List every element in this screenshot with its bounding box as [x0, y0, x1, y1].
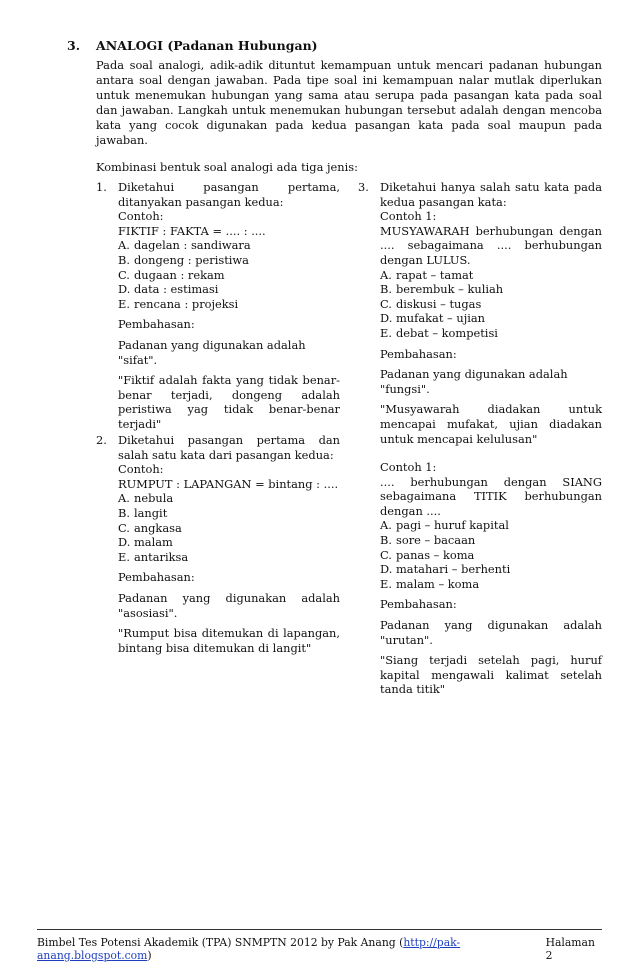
option-row: E. debat – kompetisi [380, 325, 498, 340]
option-row: C. angkasa [118, 520, 182, 535]
pembahasan-label: Pembahasan: [118, 570, 195, 585]
option-row: C. dugaan : rekam [118, 267, 225, 282]
item-3-contoh-label: Contoh 1: [380, 460, 437, 474]
pembahasan-text: Padanan yang digunakan adalah "asosiasi". [118, 590, 340, 620]
option-row: A. dagelan : sandiwara [118, 238, 251, 253]
item-3 [358, 180, 602, 446]
option-row: C. diskusi – tugas [380, 296, 482, 311]
page-number: Halaman 2 [545, 936, 595, 962]
option-row: B. sore – bacaan [380, 532, 476, 547]
item-1-question: FIKTIF : FAKTA = .... : .... [118, 223, 266, 238]
kombinasi-heading: Kombinasi bentuk soal analogi ada tiga jenis: [96, 160, 358, 174]
option-row: D. mufakat – ujian [380, 311, 485, 326]
item-2-question: RUMPUT : LAPANGAN = bintang : .... [118, 476, 339, 491]
option-row: A. rapat – tamat [380, 267, 474, 282]
pembahasan-quote: "Musyawarah diadakan untuk mencapai mufakat, ujian diadakan untuk mencapai kelulusan" [380, 402, 602, 446]
item-1-contoh-label: Contoh: [118, 209, 164, 224]
blog-link[interactable]: http://pak-anang.blogspot.com [37, 936, 461, 962]
option-row: D. matahari – berhenti [380, 562, 511, 577]
item-2-number: 2. [96, 433, 107, 447]
option-row: B. berembuk – kuliah [380, 282, 504, 297]
pembahasan-label: Pembahasan: [118, 317, 195, 332]
item-3-contoh-label: Contoh 1: [380, 209, 437, 224]
item-3-example-2 [358, 460, 602, 697]
pembahasan-quote: "Siang terjadi setelah pagi, huruf kapital mengawali kalimat setelah tanda titik" [380, 653, 602, 697]
pembahasan-label: Pembahasan: [380, 597, 457, 612]
pembahasan-quote: "Rumput bisa ditemukan di lapangan, bintang bisa ditemukan di langit" [118, 626, 340, 655]
item-3-number: 3. [358, 180, 369, 194]
pembahasan-text: Padanan yang digunakan adalah "sifat". [118, 337, 306, 367]
item-2-description: Diketahui pasangan pertama dan salah satu kata dari pasangan kedua: [118, 433, 340, 462]
option-row: D. data : estimasi [118, 282, 219, 297]
pembahasan-text: Padanan yang digunakan adalah "fungsi". [380, 367, 568, 396]
page-footer [37, 936, 602, 962]
footer-credit: Bimbel Tes Potensi Akademik (TPA) SNMPTN 2012 by Pak Anang (http://pak-anang.blogspot.com) [37, 936, 461, 962]
pembahasan-quote: "Fiktif adalah fakta yang tidak benar-benar terjadi, dongeng adalah peristiwa yag tidak benar-benar terjadi" [118, 373, 340, 431]
option-row: E. malam – koma [380, 576, 480, 591]
option-row: D. malam [118, 535, 173, 550]
item-3-description: Diketahui hanya salah satu kata pada kedua pasangan kata: [380, 180, 602, 209]
option-row: E. rencana : projeksi [118, 296, 239, 311]
pembahasan-label: Pembahasan: [380, 346, 457, 361]
section-title: ANALOGI (Padanan Hubungan) [96, 38, 318, 53]
pembahasan-text: Padanan yang digunakan adalah "urutan". [380, 617, 602, 647]
option-row: A. nebula [118, 491, 174, 506]
item-1-number: 1. [96, 180, 107, 194]
intro-paragraph: Pada soal analogi, adik-adik dituntut kemampuan untuk mencari padanan hubungan antara soal dengan jawaban. Pada tipe soal ini kemampuan nalar mutlak diperlukan untuk menemukan hubungan yang sama atau serupa pada pasangan kata pada soal dan jawaban. Langkah untuk menemukan hubungan tersebut adalah dengan mencoba kata yang cocok digunakan pada kedua pasangan kata pada soal maupun pada jawaban. [96, 58, 602, 147]
item-2-contoh-label: Contoh: [118, 462, 164, 477]
option-row: E. antariksa [118, 549, 189, 564]
footer-divider [37, 929, 602, 930]
item-3-question: MUSYAWARAH berhubungan dengan .... sebagaimana .... berhubungan dengan LULUS. [380, 223, 602, 267]
item-1-description: Diketahui pasangan pertama, ditanyakan pasangan kedua: [118, 180, 340, 209]
item-1 [96, 180, 340, 432]
option-row: B. langit [118, 505, 168, 520]
option-row: C. panas – koma [380, 547, 475, 562]
option-row: A. pagi – huruf kapital [380, 518, 509, 533]
option-row: B. dongeng : peristiwa [118, 252, 249, 267]
section-number: 3. [67, 38, 81, 53]
item-2 [96, 433, 340, 655]
item-3-question: .... berhubungan dengan SIANG sebagaimana TITIK berhubungan dengan .... [380, 474, 602, 518]
